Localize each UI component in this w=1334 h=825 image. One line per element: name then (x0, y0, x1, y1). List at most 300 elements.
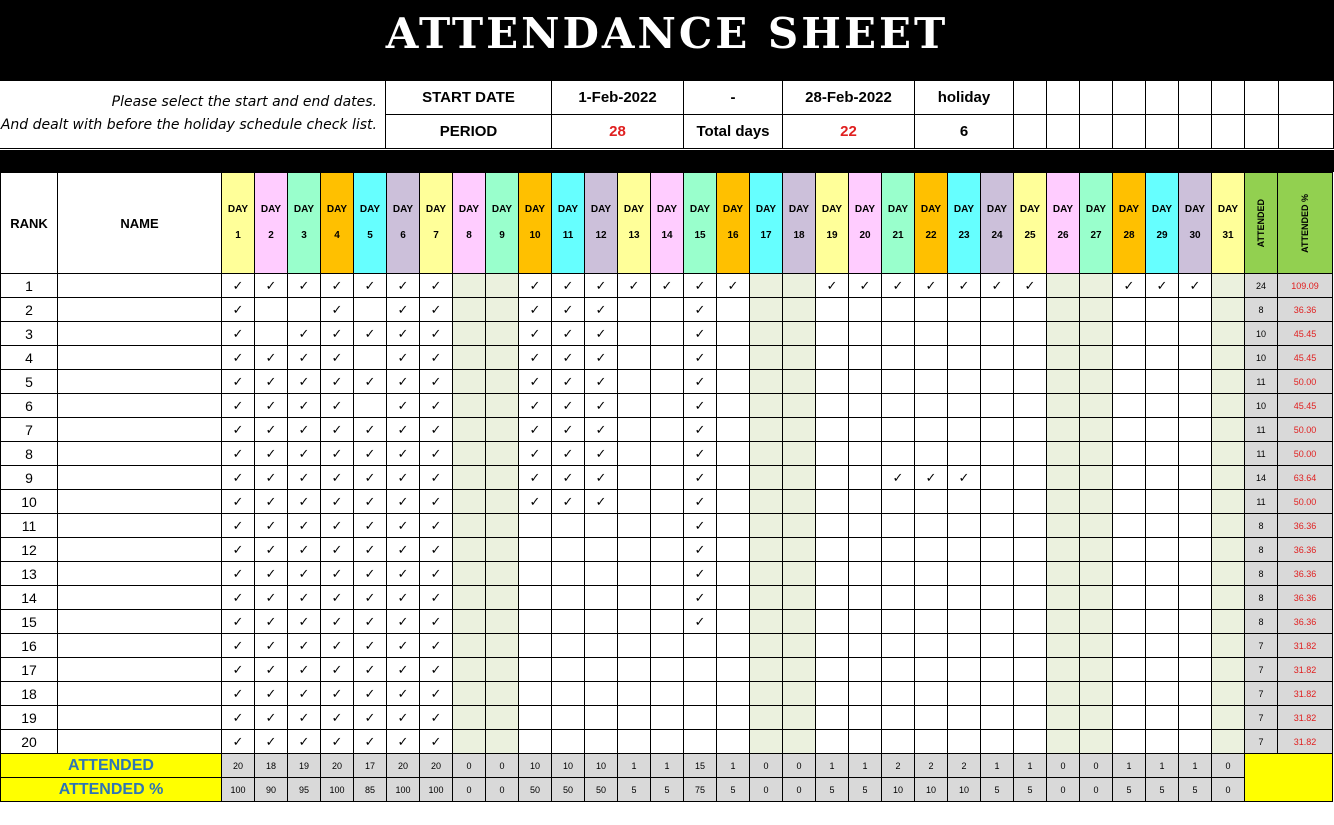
attendance-cell-day-10[interactable] (519, 658, 552, 682)
attendance-cell-day-7[interactable]: ✓ (420, 634, 453, 658)
attendance-cell-day-1[interactable]: ✓ (222, 322, 255, 346)
attendance-cell-day-27[interactable] (1080, 274, 1113, 298)
attendance-cell-day-5[interactable]: ✓ (354, 562, 387, 586)
attendance-cell-day-11[interactable]: ✓ (552, 466, 585, 490)
attendance-cell-day-14[interactable] (651, 730, 684, 754)
attendance-cell-day-31[interactable] (1212, 274, 1245, 298)
attendance-cell-day-13[interactable] (618, 394, 651, 418)
attendance-cell-day-28[interactable] (1113, 682, 1146, 706)
attendance-cell-day-5[interactable] (354, 394, 387, 418)
attendance-cell-day-4[interactable]: ✓ (321, 346, 354, 370)
attendance-cell-day-13[interactable] (618, 682, 651, 706)
attendance-cell-day-29[interactable] (1146, 586, 1179, 610)
attendance-cell-day-24[interactable] (981, 466, 1014, 490)
attendance-cell-day-27[interactable] (1080, 562, 1113, 586)
attendance-cell-day-24[interactable] (981, 682, 1014, 706)
attendance-cell-day-6[interactable]: ✓ (387, 442, 420, 466)
attendance-cell-day-6[interactable]: ✓ (387, 418, 420, 442)
attendance-cell-day-25[interactable] (1014, 490, 1047, 514)
attendance-cell-day-1[interactable]: ✓ (222, 466, 255, 490)
attendance-cell-day-9[interactable] (486, 706, 519, 730)
attendance-cell-day-10[interactable] (519, 682, 552, 706)
attendance-cell-day-24[interactable] (981, 586, 1014, 610)
attendance-cell-day-23[interactable] (948, 730, 981, 754)
attendance-cell-day-11[interactable]: ✓ (552, 346, 585, 370)
attendance-cell-day-6[interactable]: ✓ (387, 658, 420, 682)
attendance-cell-day-12[interactable] (585, 586, 618, 610)
attendance-cell-day-15[interactable]: ✓ (684, 274, 717, 298)
attendance-cell-day-8[interactable] (453, 346, 486, 370)
name-cell[interactable] (58, 610, 222, 634)
attendance-cell-day-9[interactable] (486, 514, 519, 538)
attendance-cell-day-12[interactable] (585, 610, 618, 634)
attendance-cell-day-10[interactable]: ✓ (519, 394, 552, 418)
holiday-date-cell[interactable] (1279, 81, 1334, 115)
attendance-cell-day-19[interactable] (816, 730, 849, 754)
attendance-cell-day-6[interactable]: ✓ (387, 706, 420, 730)
attendance-cell-day-21[interactable] (882, 418, 915, 442)
attendance-cell-day-25[interactable] (1014, 514, 1047, 538)
attendance-cell-day-7[interactable]: ✓ (420, 370, 453, 394)
attendance-cell-day-29[interactable] (1146, 322, 1179, 346)
attendance-cell-day-6[interactable]: ✓ (387, 298, 420, 322)
attendance-cell-day-7[interactable]: ✓ (420, 298, 453, 322)
attendance-cell-day-12[interactable]: ✓ (585, 346, 618, 370)
holiday-date-cell[interactable] (1146, 115, 1179, 149)
attendance-cell-day-16[interactable] (717, 706, 750, 730)
attendance-cell-day-11[interactable] (552, 634, 585, 658)
attendance-cell-day-7[interactable]: ✓ (420, 706, 453, 730)
attendance-cell-day-11[interactable]: ✓ (552, 490, 585, 514)
attendance-cell-day-22[interactable] (915, 418, 948, 442)
attendance-cell-day-7[interactable]: ✓ (420, 610, 453, 634)
attendance-cell-day-12[interactable]: ✓ (585, 274, 618, 298)
attendance-cell-day-13[interactable] (618, 346, 651, 370)
attendance-cell-day-13[interactable] (618, 370, 651, 394)
attendance-cell-day-24[interactable] (981, 394, 1014, 418)
attendance-cell-day-23[interactable] (948, 682, 981, 706)
attendance-cell-day-11[interactable] (552, 658, 585, 682)
attendance-cell-day-20[interactable]: ✓ (849, 274, 882, 298)
holiday-date-cell[interactable] (1014, 115, 1047, 149)
attendance-cell-day-21[interactable] (882, 562, 915, 586)
attendance-cell-day-1[interactable]: ✓ (222, 418, 255, 442)
attendance-cell-day-12[interactable] (585, 730, 618, 754)
attendance-cell-day-3[interactable]: ✓ (288, 538, 321, 562)
holiday-date-cell[interactable] (1279, 115, 1334, 149)
attendance-cell-day-7[interactable]: ✓ (420, 418, 453, 442)
attendance-cell-day-12[interactable] (585, 682, 618, 706)
attendance-cell-day-2[interactable] (255, 322, 288, 346)
attendance-cell-day-22[interactable] (915, 586, 948, 610)
attendance-cell-day-13[interactable] (618, 466, 651, 490)
attendance-cell-day-23[interactable] (948, 562, 981, 586)
attendance-cell-day-11[interactable]: ✓ (552, 394, 585, 418)
attendance-cell-day-20[interactable] (849, 442, 882, 466)
attendance-cell-day-15[interactable]: ✓ (684, 562, 717, 586)
attendance-cell-day-9[interactable] (486, 634, 519, 658)
attendance-cell-day-7[interactable]: ✓ (420, 274, 453, 298)
attendance-cell-day-11[interactable] (552, 682, 585, 706)
name-cell[interactable] (58, 730, 222, 754)
attendance-cell-day-22[interactable] (915, 610, 948, 634)
attendance-cell-day-17[interactable] (750, 586, 783, 610)
attendance-cell-day-20[interactable] (849, 346, 882, 370)
attendance-cell-day-27[interactable] (1080, 658, 1113, 682)
attendance-cell-day-6[interactable]: ✓ (387, 466, 420, 490)
attendance-cell-day-30[interactable] (1179, 514, 1212, 538)
attendance-cell-day-12[interactable] (585, 706, 618, 730)
attendance-cell-day-10[interactable]: ✓ (519, 370, 552, 394)
attendance-cell-day-21[interactable] (882, 706, 915, 730)
attendance-cell-day-2[interactable]: ✓ (255, 586, 288, 610)
name-cell[interactable] (58, 538, 222, 562)
attendance-cell-day-6[interactable]: ✓ (387, 538, 420, 562)
holiday-date-cell[interactable] (1212, 115, 1245, 149)
attendance-cell-day-1[interactable]: ✓ (222, 586, 255, 610)
attendance-cell-day-28[interactable] (1113, 610, 1146, 634)
attendance-cell-day-12[interactable] (585, 538, 618, 562)
attendance-cell-day-27[interactable] (1080, 610, 1113, 634)
attendance-cell-day-6[interactable]: ✓ (387, 610, 420, 634)
attendance-cell-day-7[interactable]: ✓ (420, 394, 453, 418)
attendance-cell-day-31[interactable] (1212, 298, 1245, 322)
attendance-cell-day-17[interactable] (750, 730, 783, 754)
attendance-cell-day-6[interactable]: ✓ (387, 634, 420, 658)
attendance-cell-day-31[interactable] (1212, 346, 1245, 370)
attendance-cell-day-4[interactable]: ✓ (321, 538, 354, 562)
attendance-cell-day-16[interactable] (717, 586, 750, 610)
attendance-cell-day-3[interactable]: ✓ (288, 610, 321, 634)
attendance-cell-day-9[interactable] (486, 346, 519, 370)
attendance-cell-day-18[interactable] (783, 538, 816, 562)
attendance-cell-day-16[interactable] (717, 682, 750, 706)
attendance-cell-day-1[interactable]: ✓ (222, 298, 255, 322)
attendance-cell-day-2[interactable]: ✓ (255, 274, 288, 298)
attendance-cell-day-18[interactable] (783, 370, 816, 394)
attendance-cell-day-31[interactable] (1212, 610, 1245, 634)
attendance-cell-day-10[interactable]: ✓ (519, 298, 552, 322)
attendance-cell-day-26[interactable] (1047, 418, 1080, 442)
attendance-cell-day-23[interactable] (948, 610, 981, 634)
attendance-cell-day-17[interactable] (750, 538, 783, 562)
attendance-cell-day-2[interactable]: ✓ (255, 490, 288, 514)
attendance-cell-day-4[interactable]: ✓ (321, 730, 354, 754)
attendance-cell-day-3[interactable]: ✓ (288, 418, 321, 442)
attendance-cell-day-26[interactable] (1047, 442, 1080, 466)
attendance-cell-day-30[interactable] (1179, 634, 1212, 658)
attendance-cell-day-26[interactable] (1047, 274, 1080, 298)
attendance-cell-day-2[interactable]: ✓ (255, 538, 288, 562)
attendance-cell-day-21[interactable] (882, 730, 915, 754)
attendance-cell-day-15[interactable]: ✓ (684, 514, 717, 538)
attendance-cell-day-12[interactable]: ✓ (585, 442, 618, 466)
attendance-cell-day-15[interactable]: ✓ (684, 298, 717, 322)
attendance-cell-day-26[interactable] (1047, 610, 1080, 634)
attendance-cell-day-8[interactable] (453, 562, 486, 586)
attendance-cell-day-29[interactable] (1146, 514, 1179, 538)
attendance-cell-day-22[interactable] (915, 658, 948, 682)
attendance-cell-day-23[interactable] (948, 538, 981, 562)
attendance-cell-day-24[interactable] (981, 634, 1014, 658)
attendance-cell-day-14[interactable] (651, 610, 684, 634)
attendance-cell-day-17[interactable] (750, 418, 783, 442)
attendance-cell-day-4[interactable]: ✓ (321, 274, 354, 298)
attendance-cell-day-6[interactable]: ✓ (387, 490, 420, 514)
attendance-cell-day-23[interactable] (948, 394, 981, 418)
attendance-cell-day-30[interactable] (1179, 730, 1212, 754)
attendance-cell-day-18[interactable] (783, 490, 816, 514)
attendance-cell-day-3[interactable]: ✓ (288, 682, 321, 706)
attendance-cell-day-2[interactable] (255, 298, 288, 322)
attendance-cell-day-26[interactable] (1047, 298, 1080, 322)
attendance-cell-day-15[interactable]: ✓ (684, 346, 717, 370)
attendance-cell-day-19[interactable] (816, 586, 849, 610)
attendance-cell-day-17[interactable] (750, 346, 783, 370)
attendance-cell-day-8[interactable] (453, 706, 486, 730)
attendance-cell-day-3[interactable]: ✓ (288, 394, 321, 418)
attendance-cell-day-29[interactable] (1146, 370, 1179, 394)
attendance-cell-day-12[interactable]: ✓ (585, 466, 618, 490)
attendance-cell-day-9[interactable] (486, 274, 519, 298)
name-cell[interactable] (58, 562, 222, 586)
attendance-cell-day-23[interactable] (948, 514, 981, 538)
attendance-cell-day-10[interactable]: ✓ (519, 418, 552, 442)
attendance-cell-day-31[interactable] (1212, 514, 1245, 538)
attendance-cell-day-6[interactable]: ✓ (387, 370, 420, 394)
attendance-cell-day-12[interactable]: ✓ (585, 298, 618, 322)
attendance-cell-day-10[interactable] (519, 634, 552, 658)
attendance-cell-day-26[interactable] (1047, 706, 1080, 730)
attendance-cell-day-22[interactable] (915, 706, 948, 730)
attendance-cell-day-24[interactable] (981, 706, 1014, 730)
attendance-cell-day-27[interactable] (1080, 490, 1113, 514)
attendance-cell-day-8[interactable] (453, 586, 486, 610)
attendance-cell-day-27[interactable] (1080, 682, 1113, 706)
attendance-cell-day-19[interactable] (816, 466, 849, 490)
attendance-cell-day-10[interactable] (519, 610, 552, 634)
holiday-date-cell[interactable] (1047, 81, 1080, 115)
attendance-cell-day-23[interactable] (948, 706, 981, 730)
attendance-cell-day-20[interactable] (849, 394, 882, 418)
attendance-cell-day-10[interactable] (519, 730, 552, 754)
attendance-cell-day-14[interactable] (651, 370, 684, 394)
attendance-cell-day-9[interactable] (486, 370, 519, 394)
attendance-cell-day-15[interactable]: ✓ (684, 466, 717, 490)
attendance-cell-day-17[interactable] (750, 610, 783, 634)
attendance-cell-day-27[interactable] (1080, 298, 1113, 322)
attendance-cell-day-25[interactable] (1014, 322, 1047, 346)
attendance-cell-day-21[interactable] (882, 538, 915, 562)
attendance-cell-day-19[interactable] (816, 442, 849, 466)
attendance-cell-day-14[interactable] (651, 346, 684, 370)
attendance-cell-day-17[interactable] (750, 442, 783, 466)
attendance-cell-day-4[interactable]: ✓ (321, 490, 354, 514)
attendance-cell-day-1[interactable]: ✓ (222, 346, 255, 370)
attendance-cell-day-4[interactable]: ✓ (321, 682, 354, 706)
attendance-cell-day-21[interactable] (882, 658, 915, 682)
attendance-cell-day-24[interactable] (981, 514, 1014, 538)
attendance-cell-day-3[interactable]: ✓ (288, 514, 321, 538)
attendance-cell-day-28[interactable] (1113, 394, 1146, 418)
attendance-cell-day-20[interactable] (849, 562, 882, 586)
attendance-cell-day-8[interactable] (453, 322, 486, 346)
attendance-cell-day-18[interactable] (783, 466, 816, 490)
attendance-cell-day-26[interactable] (1047, 514, 1080, 538)
name-cell[interactable] (58, 274, 222, 298)
attendance-cell-day-16[interactable] (717, 562, 750, 586)
attendance-cell-day-4[interactable]: ✓ (321, 514, 354, 538)
attendance-cell-day-4[interactable]: ✓ (321, 298, 354, 322)
attendance-cell-day-23[interactable] (948, 370, 981, 394)
attendance-cell-day-8[interactable] (453, 394, 486, 418)
attendance-cell-day-31[interactable] (1212, 466, 1245, 490)
attendance-cell-day-20[interactable] (849, 586, 882, 610)
attendance-cell-day-12[interactable] (585, 514, 618, 538)
attendance-cell-day-19[interactable] (816, 634, 849, 658)
attendance-cell-day-3[interactable]: ✓ (288, 274, 321, 298)
attendance-cell-day-27[interactable] (1080, 706, 1113, 730)
attendance-cell-day-20[interactable] (849, 370, 882, 394)
attendance-cell-day-24[interactable] (981, 370, 1014, 394)
attendance-cell-day-25[interactable] (1014, 730, 1047, 754)
attendance-cell-day-7[interactable]: ✓ (420, 466, 453, 490)
attendance-cell-day-14[interactable] (651, 418, 684, 442)
attendance-cell-day-5[interactable]: ✓ (354, 466, 387, 490)
attendance-cell-day-7[interactable]: ✓ (420, 514, 453, 538)
attendance-cell-day-3[interactable] (288, 298, 321, 322)
attendance-cell-day-15[interactable]: ✓ (684, 538, 717, 562)
attendance-cell-day-13[interactable]: ✓ (618, 274, 651, 298)
attendance-cell-day-2[interactable]: ✓ (255, 634, 288, 658)
attendance-cell-day-2[interactable]: ✓ (255, 514, 288, 538)
attendance-cell-day-26[interactable] (1047, 682, 1080, 706)
holiday-date-cell[interactable] (1179, 115, 1212, 149)
name-cell[interactable] (58, 442, 222, 466)
attendance-cell-day-8[interactable] (453, 466, 486, 490)
attendance-cell-day-2[interactable]: ✓ (255, 466, 288, 490)
attendance-cell-day-14[interactable] (651, 514, 684, 538)
attendance-cell-day-9[interactable] (486, 682, 519, 706)
attendance-cell-day-18[interactable] (783, 730, 816, 754)
attendance-cell-day-10[interactable]: ✓ (519, 490, 552, 514)
attendance-cell-day-8[interactable] (453, 298, 486, 322)
attendance-cell-day-15[interactable]: ✓ (684, 610, 717, 634)
attendance-cell-day-29[interactable] (1146, 658, 1179, 682)
attendance-cell-day-16[interactable] (717, 466, 750, 490)
attendance-cell-day-26[interactable] (1047, 658, 1080, 682)
attendance-cell-day-22[interactable] (915, 394, 948, 418)
attendance-cell-day-26[interactable] (1047, 538, 1080, 562)
attendance-cell-day-12[interactable]: ✓ (585, 394, 618, 418)
attendance-cell-day-2[interactable]: ✓ (255, 610, 288, 634)
holiday-date-cell[interactable] (1212, 81, 1245, 115)
attendance-cell-day-10[interactable]: ✓ (519, 322, 552, 346)
attendance-cell-day-8[interactable] (453, 442, 486, 466)
attendance-cell-day-25[interactable] (1014, 442, 1047, 466)
attendance-cell-day-28[interactable] (1113, 322, 1146, 346)
attendance-cell-day-24[interactable] (981, 442, 1014, 466)
attendance-cell-day-28[interactable] (1113, 466, 1146, 490)
attendance-cell-day-26[interactable] (1047, 586, 1080, 610)
attendance-cell-day-2[interactable]: ✓ (255, 442, 288, 466)
attendance-cell-day-31[interactable] (1212, 394, 1245, 418)
attendance-cell-day-27[interactable] (1080, 418, 1113, 442)
attendance-cell-day-13[interactable] (618, 538, 651, 562)
attendance-cell-day-21[interactable] (882, 370, 915, 394)
attendance-cell-day-21[interactable] (882, 610, 915, 634)
attendance-cell-day-31[interactable] (1212, 370, 1245, 394)
attendance-cell-day-8[interactable] (453, 274, 486, 298)
attendance-cell-day-5[interactable] (354, 298, 387, 322)
attendance-cell-day-2[interactable]: ✓ (255, 370, 288, 394)
attendance-cell-day-9[interactable] (486, 442, 519, 466)
attendance-cell-day-28[interactable] (1113, 346, 1146, 370)
attendance-cell-day-17[interactable] (750, 562, 783, 586)
attendance-cell-day-21[interactable] (882, 298, 915, 322)
attendance-cell-day-17[interactable] (750, 682, 783, 706)
attendance-cell-day-18[interactable] (783, 706, 816, 730)
attendance-cell-day-2[interactable]: ✓ (255, 658, 288, 682)
attendance-cell-day-3[interactable]: ✓ (288, 466, 321, 490)
attendance-cell-day-5[interactable] (354, 346, 387, 370)
attendance-cell-day-6[interactable]: ✓ (387, 514, 420, 538)
attendance-cell-day-6[interactable]: ✓ (387, 394, 420, 418)
attendance-cell-day-15[interactable]: ✓ (684, 322, 717, 346)
attendance-cell-day-30[interactable] (1179, 466, 1212, 490)
attendance-cell-day-23[interactable] (948, 418, 981, 442)
attendance-cell-day-7[interactable]: ✓ (420, 730, 453, 754)
attendance-cell-day-15[interactable]: ✓ (684, 394, 717, 418)
attendance-cell-day-3[interactable]: ✓ (288, 490, 321, 514)
attendance-cell-day-17[interactable] (750, 634, 783, 658)
attendance-cell-day-11[interactable]: ✓ (552, 274, 585, 298)
attendance-cell-day-29[interactable] (1146, 490, 1179, 514)
attendance-cell-day-17[interactable] (750, 322, 783, 346)
attendance-cell-day-30[interactable] (1179, 442, 1212, 466)
attendance-cell-day-9[interactable] (486, 658, 519, 682)
attendance-cell-day-27[interactable] (1080, 466, 1113, 490)
name-cell[interactable] (58, 706, 222, 730)
attendance-cell-day-26[interactable] (1047, 562, 1080, 586)
attendance-cell-day-22[interactable] (915, 490, 948, 514)
attendance-cell-day-2[interactable]: ✓ (255, 394, 288, 418)
attendance-cell-day-7[interactable]: ✓ (420, 322, 453, 346)
attendance-cell-day-5[interactable]: ✓ (354, 442, 387, 466)
attendance-cell-day-9[interactable] (486, 466, 519, 490)
attendance-cell-day-26[interactable] (1047, 394, 1080, 418)
attendance-cell-day-16[interactable] (717, 658, 750, 682)
attendance-cell-day-18[interactable] (783, 562, 816, 586)
attendance-cell-day-21[interactable] (882, 682, 915, 706)
attendance-cell-day-31[interactable] (1212, 706, 1245, 730)
holiday-date-cell[interactable] (1113, 81, 1146, 115)
start-date-value[interactable]: 1-Feb-2022 (552, 81, 684, 115)
attendance-cell-day-17[interactable] (750, 490, 783, 514)
attendance-cell-day-1[interactable]: ✓ (222, 658, 255, 682)
attendance-cell-day-5[interactable]: ✓ (354, 490, 387, 514)
attendance-cell-day-29[interactable] (1146, 562, 1179, 586)
attendance-cell-day-14[interactable] (651, 586, 684, 610)
attendance-cell-day-15[interactable]: ✓ (684, 442, 717, 466)
attendance-cell-day-14[interactable]: ✓ (651, 274, 684, 298)
attendance-cell-day-5[interactable]: ✓ (354, 706, 387, 730)
attendance-cell-day-13[interactable] (618, 418, 651, 442)
attendance-cell-day-7[interactable]: ✓ (420, 442, 453, 466)
attendance-cell-day-2[interactable]: ✓ (255, 706, 288, 730)
attendance-cell-day-23[interactable] (948, 298, 981, 322)
attendance-cell-day-27[interactable] (1080, 322, 1113, 346)
